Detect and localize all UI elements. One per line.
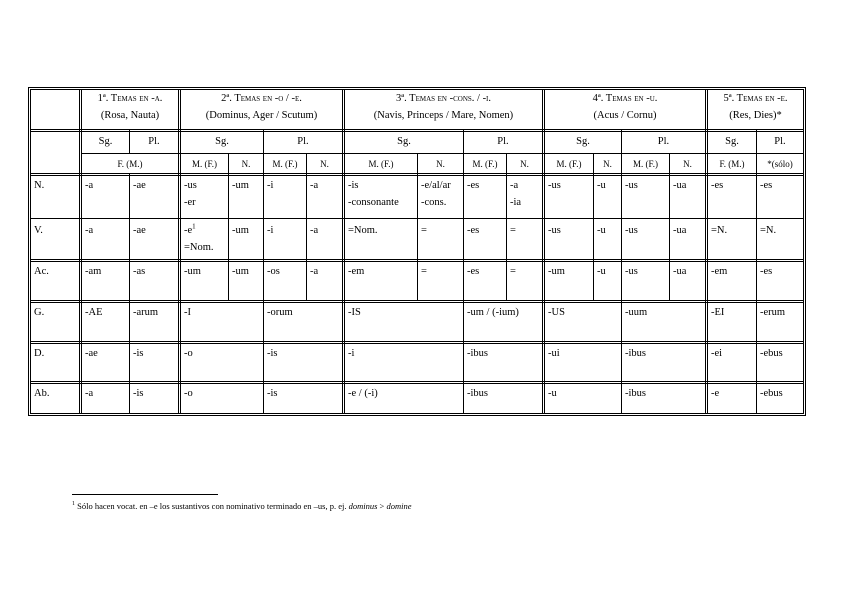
ending-cell: -ua	[673, 225, 687, 236]
case-label-nominative: N.	[34, 180, 45, 191]
ending-cell: -a	[310, 180, 319, 191]
ending-cell: -ae	[133, 225, 146, 236]
pl-label: Pl.	[148, 136, 160, 147]
ending-cell: -i	[348, 348, 355, 359]
ending-cell: -is	[133, 348, 144, 359]
gender-label: *(sólo)	[767, 159, 793, 169]
ending-cell: -um	[232, 225, 249, 236]
ending-cell: =N.	[760, 225, 777, 236]
ending-cell: -o	[184, 388, 193, 399]
case-label-dative: D.	[34, 348, 45, 359]
ending-cell: -ae	[133, 180, 146, 191]
ending-cell: -arum	[133, 307, 159, 318]
gender-label: N.	[603, 159, 612, 169]
ending-cell: -o	[184, 348, 193, 359]
ending-cell: -ibus	[625, 388, 646, 399]
ending-line: -ia	[510, 197, 522, 208]
gender-label: F. (M.)	[117, 159, 143, 169]
ending-cell: -um	[232, 266, 249, 277]
gender-label: F. (M.)	[719, 159, 745, 169]
header-title: 2ª. Temas en -o / -e.	[221, 93, 302, 104]
header-third-declension	[345, 90, 542, 125]
footnote	[72, 500, 412, 512]
header-title: 4ª. Temas en -u.	[592, 93, 658, 104]
ending-cell: -I	[184, 307, 191, 318]
ending-cell: -a	[310, 266, 319, 277]
ending-cell: -uum	[625, 307, 648, 318]
gender-label: M. (F.)	[556, 159, 582, 169]
pl-label: Pl.	[657, 136, 670, 147]
ending-cell: -es	[760, 266, 773, 277]
ending-cell: -ibus	[467, 388, 488, 399]
ending-cell: =	[510, 266, 516, 277]
ending-cell: -IS	[348, 307, 361, 318]
gender-label: N.	[320, 159, 329, 169]
ending-cell: -ebus	[760, 348, 783, 359]
ending-cell	[345, 176, 417, 212]
ending-cell: -a	[85, 180, 94, 191]
header-title: 3ª. Temas en -cons. / -i.	[395, 93, 492, 104]
ending-cell: -u	[548, 388, 557, 399]
ending-cell: =Nom.	[348, 225, 378, 236]
ending-line	[184, 222, 225, 239]
number-rule	[81, 153, 803, 154]
ending-cell: -a	[85, 225, 94, 236]
ending-cell: -e / (-i)	[348, 388, 378, 399]
ending-cell: -AE	[85, 307, 103, 318]
header-title: 5ª. Temas en -e.	[723, 93, 788, 104]
ending-cell: -u	[597, 266, 606, 277]
ending-cell: -um	[184, 266, 201, 277]
ending-cell	[507, 176, 542, 212]
gender-label: N.	[241, 159, 251, 169]
ending-cell: -es	[760, 180, 773, 191]
ending-cell: -em	[348, 266, 365, 277]
header-title: 1ª. Temas en -a.	[97, 93, 163, 104]
sg-label: Sg.	[725, 136, 739, 147]
footnote-mark: 1	[72, 501, 75, 508]
ending-line: -e/al/ar	[421, 180, 451, 191]
ending-cell: -us	[625, 180, 638, 191]
ending-line: =Nom.	[184, 242, 214, 253]
ending-cell: -ibus	[625, 348, 646, 359]
ending-cell: -u	[597, 225, 606, 236]
ending-cell: -a	[310, 225, 319, 236]
gender-label: M. (F.)	[632, 159, 659, 169]
footnote-arrow: >	[377, 501, 387, 511]
ending-cell	[181, 176, 228, 212]
sg-label: Sg.	[98, 136, 113, 147]
ending-cell: -a	[85, 388, 94, 399]
header-fourth-declension	[545, 90, 705, 125]
ending-cell: -em	[711, 266, 728, 277]
ending-cell: -ae	[85, 348, 98, 359]
header-fifth-declension	[708, 90, 803, 125]
ending-line: -consonante	[348, 197, 399, 208]
declension-table	[28, 87, 806, 416]
ending-cell: -orum	[267, 307, 293, 318]
gender-label: M. (F.)	[191, 159, 218, 169]
pl-label: Pl.	[297, 136, 309, 147]
ending-cell: -am	[85, 266, 102, 277]
case-label-accusative: Ac.	[34, 266, 49, 277]
gender-label: N.	[436, 159, 445, 169]
case-label-genitive: G.	[34, 307, 45, 318]
pl-label: Pl.	[497, 136, 509, 147]
ending-cell: -is	[267, 388, 278, 399]
ending-text: -e	[184, 225, 193, 236]
ending-cell: -um	[548, 266, 565, 277]
sg-label: Sg.	[397, 136, 411, 147]
ending-cell: -EI	[711, 307, 725, 318]
sg-label: Sg.	[576, 136, 590, 147]
ending-cell: -es	[711, 180, 724, 191]
ending-cell: -us	[548, 225, 561, 236]
gender-label: N.	[683, 159, 692, 169]
ending-cell: =N.	[711, 225, 728, 236]
case-label-vocative: V.	[34, 225, 43, 236]
ending-cell: =	[510, 225, 516, 236]
gender-label: M. (F.)	[272, 159, 298, 169]
pl-label: Pl.	[774, 136, 786, 147]
ending-cell: -ui	[548, 348, 560, 359]
ending-cell: -us	[625, 266, 638, 277]
ending-cell: -um / (-ium)	[467, 307, 519, 318]
ending-line: -cons.	[421, 197, 447, 208]
ending-cell: =	[421, 266, 427, 277]
gender-label: M. (F.)	[368, 159, 394, 169]
ending-cell: -um	[232, 180, 249, 191]
ending-cell	[418, 176, 463, 212]
ending-cell: -i	[267, 180, 274, 191]
ending-cell: -ibus	[467, 348, 488, 359]
gender-label: M. (F.)	[472, 159, 498, 169]
ending-cell: -es	[467, 266, 480, 277]
ending-line: -us	[184, 180, 197, 191]
ending-cell: -US	[548, 307, 565, 318]
ending-cell: -e	[711, 388, 720, 399]
ending-cell: -i	[267, 225, 274, 236]
header-examples: (Navis, Princeps / Mare, Nomen)	[373, 110, 514, 121]
ending-cell: -as	[133, 266, 146, 277]
sg-pl-divider	[129, 173, 130, 413]
ending-cell: =	[421, 225, 427, 236]
ending-cell: -is	[267, 348, 278, 359]
gender-label: N.	[520, 159, 529, 169]
ending-cell: -is	[133, 388, 144, 399]
ending-cell	[181, 221, 228, 257]
ending-cell: -os	[267, 266, 280, 277]
ending-cell: -erum	[760, 307, 786, 318]
footnote-separator	[72, 494, 218, 495]
footnote-reference: 1	[192, 222, 196, 231]
header-examples: (Dominus, Ager / Scutum)	[205, 110, 318, 121]
ending-cell: -ei	[711, 348, 723, 359]
ending-line: -a	[510, 180, 519, 191]
header-first-declension	[82, 90, 178, 125]
sg-label: Sg.	[215, 136, 229, 147]
header-examples: (Acus / Cornu)	[593, 110, 657, 121]
ending-line: -is	[348, 180, 359, 191]
ending-cell: -ebus	[760, 388, 783, 399]
ending-cell: -es	[467, 180, 480, 191]
case-label-ablative: Ab.	[34, 388, 50, 399]
ending-cell: -es	[467, 225, 480, 236]
header-examples: (Rosa, Nauta)	[100, 110, 160, 121]
ending-cell: -ua	[673, 266, 687, 277]
footnote-example: dominus	[348, 501, 378, 511]
ending-cell: -ua	[673, 180, 687, 191]
ending-cell: -us	[625, 225, 638, 236]
header-second-declension	[181, 90, 342, 125]
ending-cell: -us	[548, 180, 561, 191]
footnote-example: domine	[386, 501, 412, 511]
header-examples: (Res, Dies)*	[729, 110, 782, 121]
ending-cell: -u	[597, 180, 606, 191]
ending-line: -er	[184, 197, 196, 208]
footnote-text: Sólo hacen vocat. en –e los sustantivos con nominativo terminado en –us, p. ej.	[77, 501, 349, 511]
